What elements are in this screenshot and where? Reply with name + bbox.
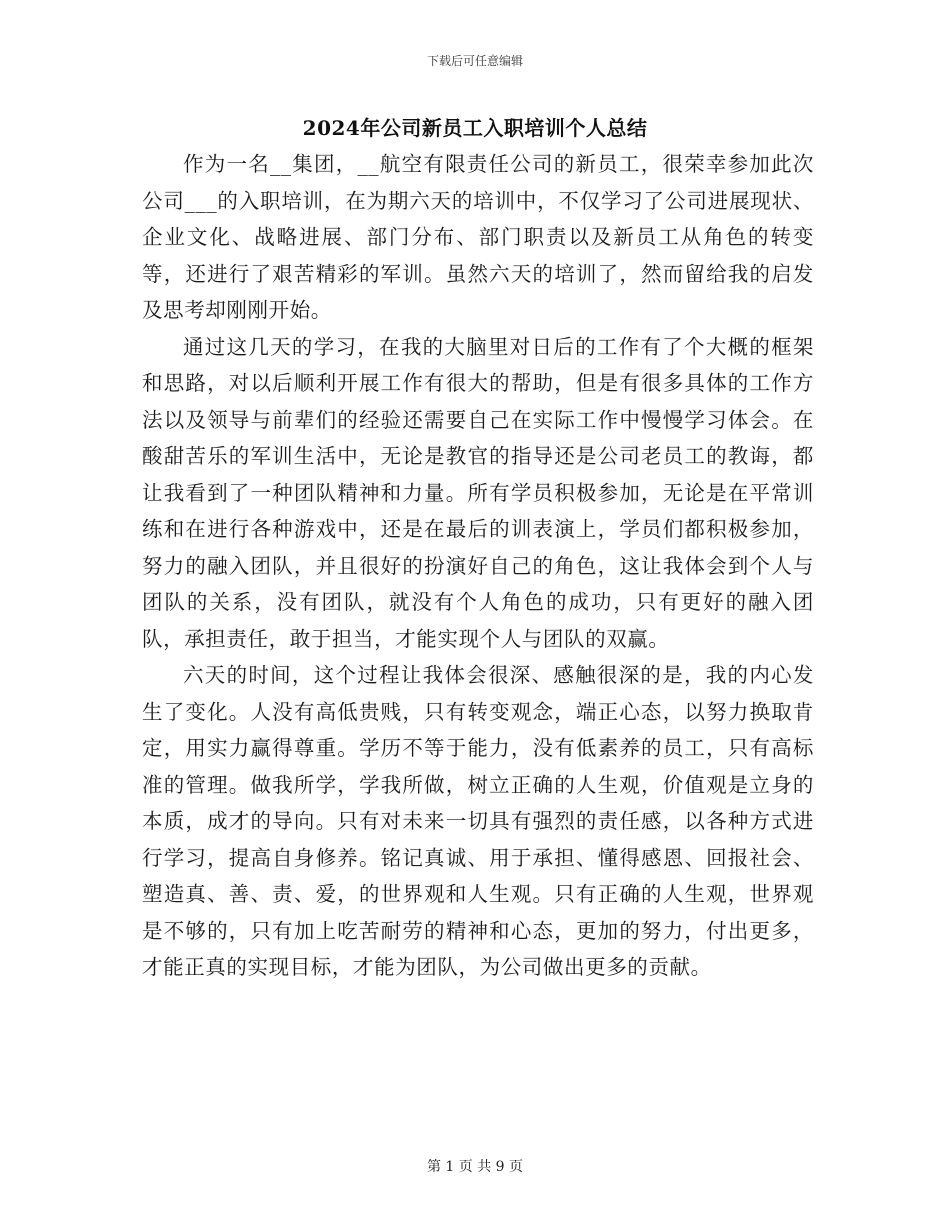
page-number: 第 1 页 共 9 页 — [426, 1159, 524, 1175]
paragraph-3: 六天的时间，这个过程让我体会很深、感触很深的是，我的内心发生了变化。人没有高低贵贱，只有转变观念，端正心态，以努力换取肯定，用实力赢得尊重。学历不等于能力，没有低素养的员工，只有高标准的管理。做我所学，学我所做，树立正确的人生观，价值观是立身的本质，成才的导向。只有对未来一切具有强烈的责任感，以各种方式进行学习，提高自身修养。铭记真诚、用于承担、懂得感恩、回报社会、塑造真、善、责、爱，的世界观和人生观。只有正确的人生观，世界观是不够的，只有加上吃苦耐劳的精神和心态，更加的努力，付出更多，才能正真的实现目标，才能为团队，为公司做出更多的贡献。 — [142, 663, 814, 979]
document-title: 2024年公司新员工入职培训个人总结 — [302, 116, 648, 140]
paragraph-1: 作为一名__集团，__航空有限责任公司的新员工，很荣幸参加此次公司___的入职培训，在为期六天的培训中，不仅学习了公司进展现状、企业文化、战略进展、部门分布、部门职责以及新员工从角色的转变等，还进行了艰苦精彩的军训。虽然六天的培训了，然而留给我的启发及思考却刚刚开始。 — [142, 152, 814, 322]
document-body — [142, 146, 814, 986]
page-header-note: 下载后可任意编辑 — [426, 54, 523, 68]
paragraph-2: 通过这几天的学习，在我的大脑里对日后的工作有了个大概的框架和思路，对以后顺利开展工作有很大的帮助，但是有很多具体的工作方法以及领导与前辈们的经验还需要自己在实际工作中慢慢学习体会。在酸甜苦乐的军训生活中，无论是教官的指导还是公司老员工的教诲，都让我看到了一种团队精神和力量。所有学员积极参加，无论是在平常训练和在进行各种游戏中，还是在最后的训表演上，学员们都积极参加，努力的融入团队，并且很好的扮演好自己的角色，这让我体会到个人与团队的关系，没有团队，就没有个人角色的成功，只有更好的融入团队，承担责任，敢于担当，才能实现个人与团队的双赢。 — [142, 334, 814, 651]
